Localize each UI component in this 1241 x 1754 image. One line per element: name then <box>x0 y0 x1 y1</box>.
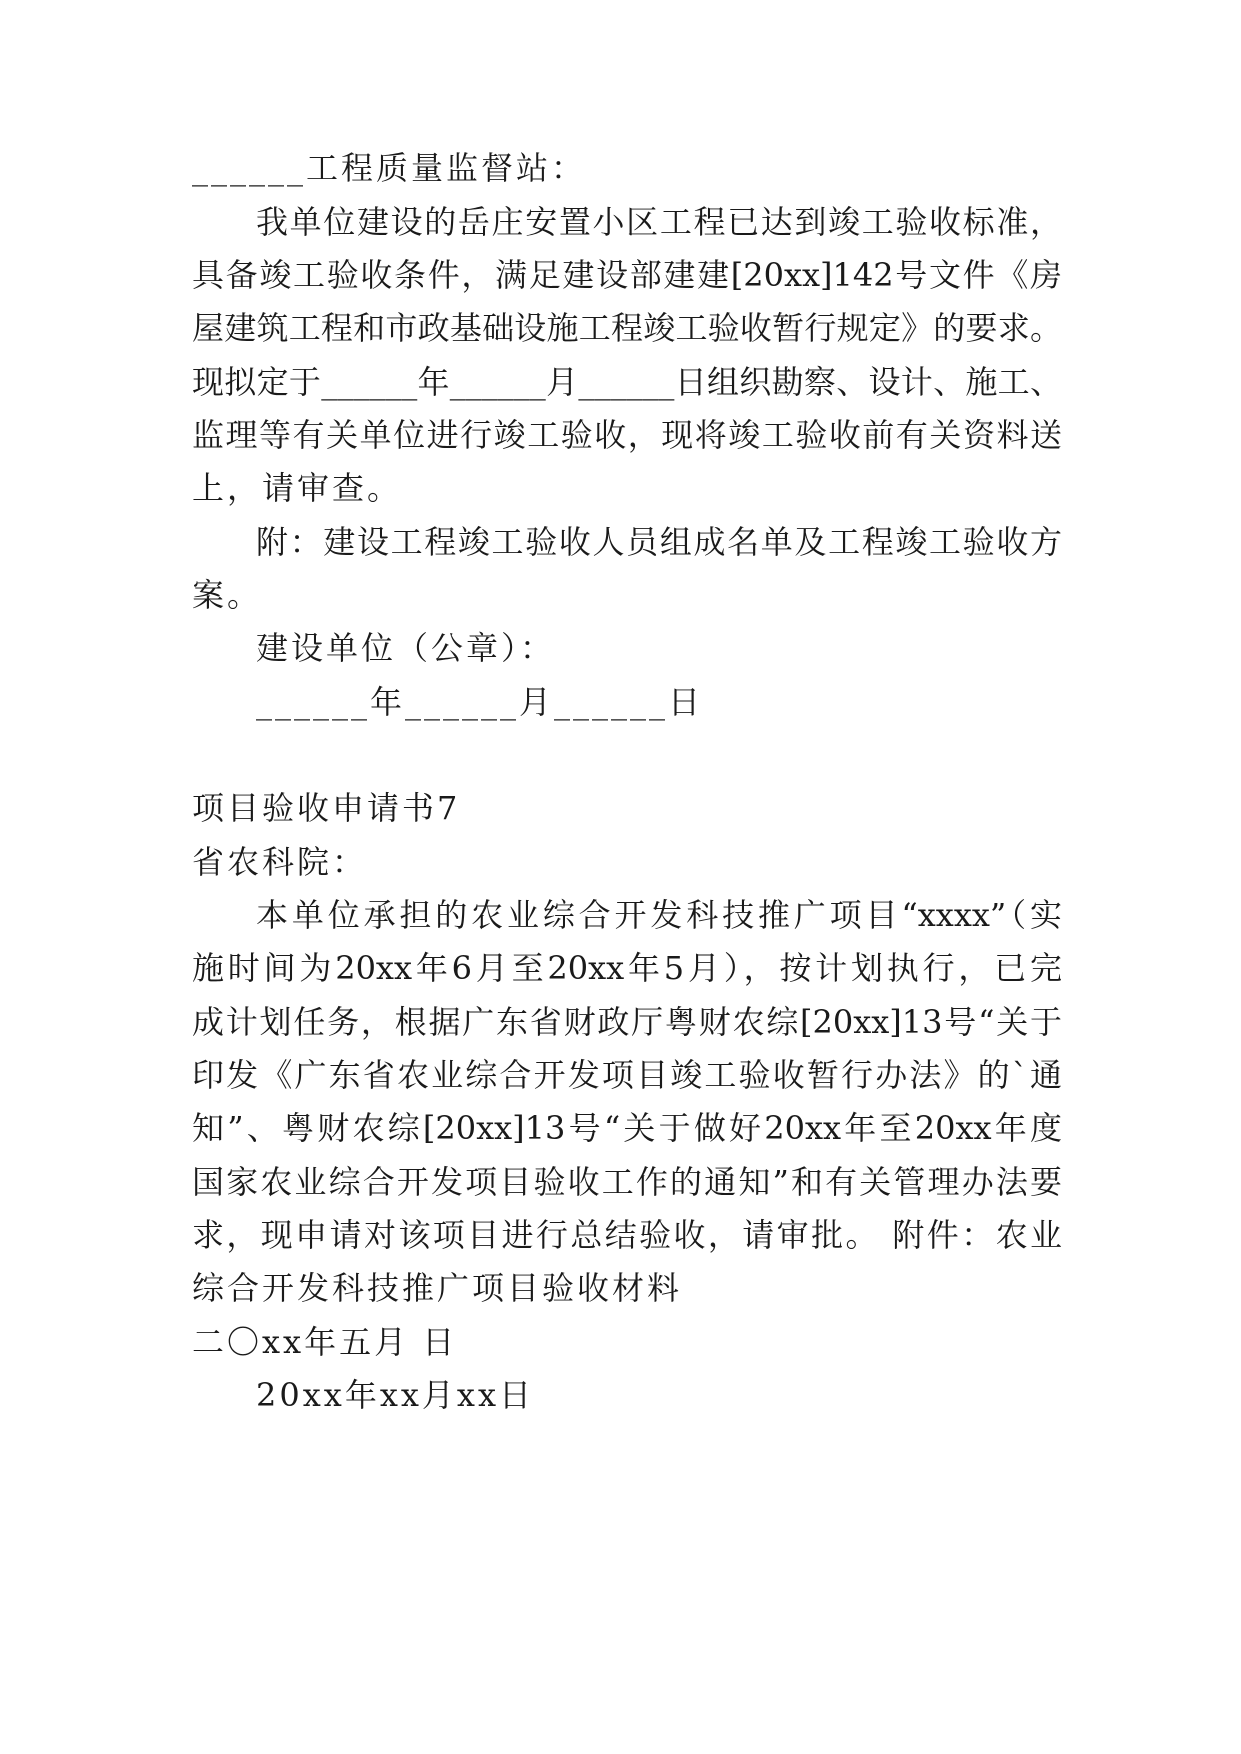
attachment-line: 案。 <box>192 576 263 614</box>
date-line: ______年______月______日 <box>256 683 704 721</box>
body-line: 印发《广东省农业综合开发项目竣工验收暂行办法》的`通 <box>192 1056 1062 1094</box>
body-line: 知”、粤财农综[20xx]13号“关于做好20xx年至20xx年度 <box>192 1109 1062 1147</box>
date-chinese-line: 二〇xx年五月 日 <box>192 1323 458 1361</box>
body-line: 屋建筑工程和市政基础设施工程竣工验收暂行规定》的要求。 <box>192 309 1062 347</box>
salutation-line: 省农科院： <box>192 843 368 881</box>
body-line: 我单位建设的岳庄安置小区工程已达到竣工验收标准， <box>256 203 1062 241</box>
salutation-line: ______工程质量监督站： <box>192 149 587 187</box>
body-line: 综合开发科技推广项目验收材料 <box>192 1269 683 1307</box>
body-line: 监理等有关单位进行竣工验收，现将竣工验收前有关资料送 <box>192 416 1062 454</box>
body-line: 本单位承担的农业综合开发科技推广项目“xxxx”（实 <box>256 896 1062 934</box>
signatory-line: 建设单位（公章）： <box>256 629 556 667</box>
body-line: 成计划任务，根据广东省财政厅粤财农综[20xx]13号“关于 <box>192 1003 1062 1041</box>
body-line: 求，现申请对该项目进行总结验收，请审批。 附件：农业 <box>192 1216 1062 1254</box>
body-line: 现拟定于______年______月______日组织勘察、设计、施工、 <box>192 363 1062 401</box>
section-title: 项目验收申请书7 <box>192 789 461 827</box>
body-line: 具备竣工验收条件，满足建设部建建[20xx]142号文件《房 <box>192 256 1062 294</box>
attachment-line: 附：建设工程竣工验收人员组成名单及工程竣工验收方 <box>256 523 1062 561</box>
body-line: 国家农业综合开发项目验收工作的通知”和有关管理办法要 <box>192 1163 1062 1201</box>
body-line: 上，请审查。 <box>192 469 403 507</box>
date-line: 20xx年xx月xx日 <box>256 1376 535 1414</box>
body-line: 施时间为20xx年6月至20xx年5月），按计划执行，已完 <box>192 949 1062 987</box>
